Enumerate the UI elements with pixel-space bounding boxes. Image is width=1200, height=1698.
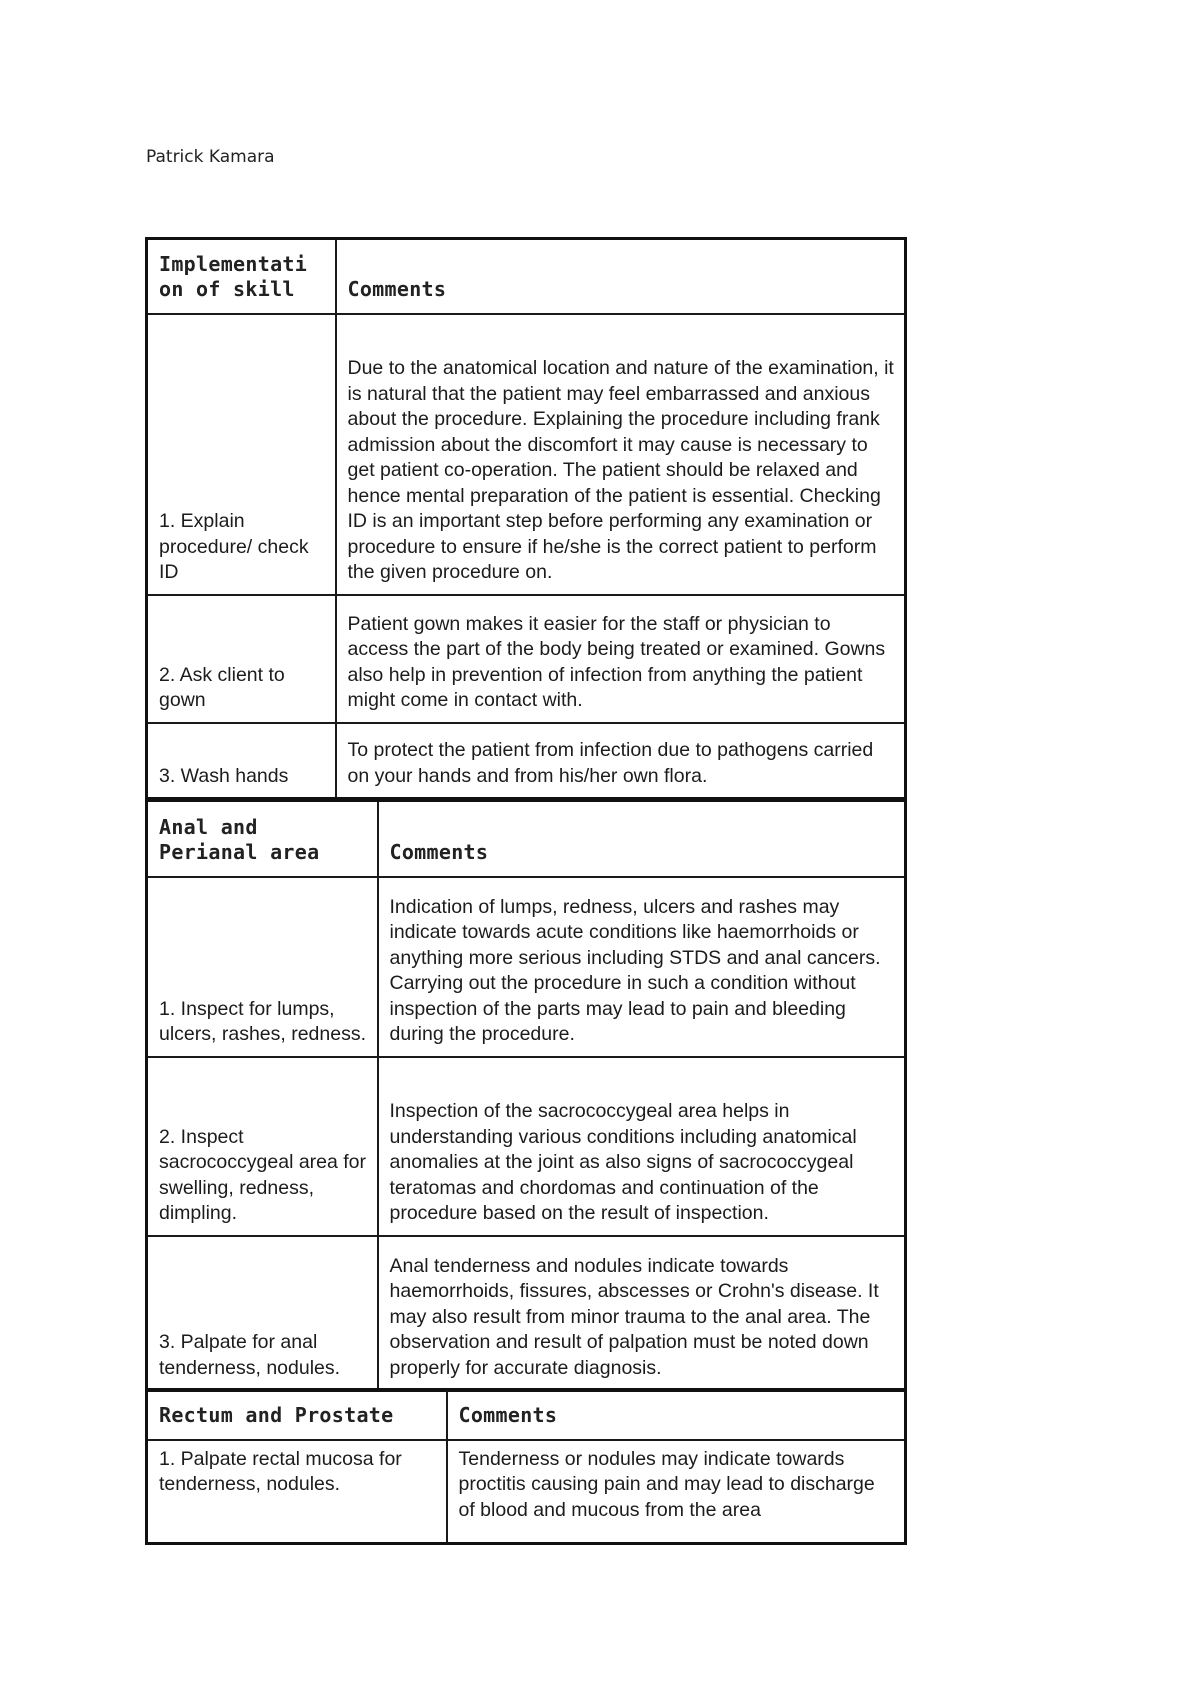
column-header-comments: Comments <box>378 801 906 877</box>
skill-cell: 1. Palpate rectal mucosa for tenderness, nodules. <box>147 1440 447 1544</box>
table-row <box>147 1057 906 1236</box>
table-row <box>147 1440 906 1544</box>
implementation-table <box>145 237 907 800</box>
table-row <box>147 723 906 799</box>
table-row <box>147 314 906 595</box>
rectum-prostate-table <box>145 1388 907 1545</box>
comment-cell: Tenderness or nodules may indicate towards proctitis causing pain and may lead to discharge of blood and mucous from the area <box>447 1440 906 1544</box>
table-header-row <box>147 1390 906 1440</box>
table-row <box>147 595 906 723</box>
author-name: Patrick Kamara <box>146 147 275 167</box>
skill-cell: 3. Palpate for anal tenderness, nodules. <box>147 1236 378 1391</box>
comment-cell: To protect the patient from infection due to pathogens carried on your hands and from his/her own flora. <box>336 723 906 799</box>
anal-perianal-table <box>145 799 907 1392</box>
column-header-skill: Implementati on of skill <box>147 239 336 314</box>
skill-cell: 2. Inspect sacrococcygeal area for swelling, redness, dimpling. <box>147 1057 378 1236</box>
table-row <box>147 1236 906 1391</box>
table-row <box>147 877 906 1057</box>
comment-cell: Due to the anatomical location and nature of the examination, it is natural that the patient may feel embarrassed and anxious about the procedure. Explaining the procedure including frank admission about the discomfort it may cause is necessary to get patient co-operation. The patient should be relaxed and hence mental preparation of the patient is essential. Checking ID is an important step before performing any examination or procedure to ensure if he/she is the correct patient to perform the given procedure on. <box>336 314 906 595</box>
column-header-comments: Comments <box>447 1390 906 1440</box>
comment-cell: Indication of lumps, redness, ulcers and rashes may indicate towards acute conditions like haemorrhoids or anything more serious including STDS and anal cancers. Carrying out the procedure in such a condition without inspection of the parts may lead to pain and bleeding during the procedure. <box>378 877 906 1057</box>
comment-cell: Inspection of the sacrococcygeal area helps in understanding various conditions including anatomical anomalies at the joint as also signs of sacrococcygeal teratomas and chordomas and continuation of the procedure based on the result of inspection. <box>378 1057 906 1236</box>
column-header-anal-perianal: Anal and Perianal area <box>147 801 378 877</box>
skill-cell: 1. Explain procedure/ check ID <box>147 314 336 595</box>
comment-cell: Anal tenderness and nodules indicate towards haemorrhoids, fissures, abscesses or Crohn's disease. It may also result from minor trauma to the anal area. The observation and result of palpation must be noted down properly for accurate diagnosis. <box>378 1236 906 1391</box>
table-header-row <box>147 239 906 314</box>
comment-cell: Patient gown makes it easier for the staff or physician to access the part of the body being treated or examined. Gowns also help in prevention of infection from anything the patient might come in contact with. <box>336 595 906 723</box>
skill-cell: 3. Wash hands <box>147 723 336 799</box>
table-header-row <box>147 801 906 877</box>
skill-cell: 1. Inspect for lumps, ulcers, rashes, redness. <box>147 877 378 1057</box>
column-header-rectum-prostate: Rectum and Prostate <box>147 1390 447 1440</box>
column-header-comments: Comments <box>336 239 906 314</box>
skill-cell: 2. Ask client to gown <box>147 595 336 723</box>
